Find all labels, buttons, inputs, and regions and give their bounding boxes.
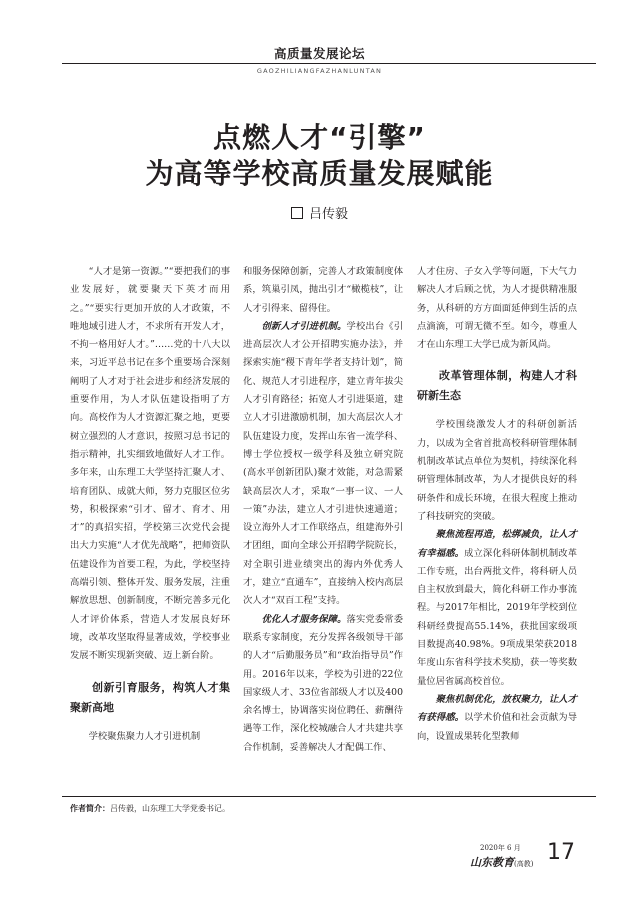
paragraph: 和服务保障创新，完善人才政策制度体系，筑巢引凤，抛出引才“橄榄枝”，让人才引得来、留得住。 bbox=[243, 266, 403, 314]
article-title-line2: 为高等学校高质量发展赋能 bbox=[145, 157, 494, 190]
text-column-3 bbox=[417, 263, 577, 746]
publication-edition: (高教) bbox=[514, 860, 534, 868]
paragraph-body: 学校出台《引进高层次人才公开招聘实施办法》，并探索实施“稷下青年学者支持计划”，简化、规范人才引进程序，建立青年拔尖人才引育路径；拓宽人才引进渠道，建立人才引进激励机制，加大高层次人才队伍建设力度，发挥山东省一流学科、博士学位授权一级学科及独立研究院(高水平创新团队)聚才效能，对急需紧缺高层次人才，采取“一事一议、一人一策”办法，建立人才引进快速通道；设立海外人才工作联络点，组建海外引才团组，面向全球公开招聘学院院长，对全职引进业绩突出的海内外优秀人才，建立“直通车”，直接纳入校内高层次人才“双百工程”支持。 bbox=[243, 320, 403, 607]
paragraph-lead: 优化人才服务保障。 bbox=[261, 613, 347, 625]
paragraph-body: 落实党委常委联系专家制度，充分发挥各级领导干部的人才“后勤服务员”和“政治指导员”作用。2016年以来，学校为引进的22位国家级人才、33位省部级人才以及400余名博士，协调落实岗位聘任、薪酬待遇等工作，深化校城融合人才共建共享合作机制，妥善解决人才配偶工作、 bbox=[243, 613, 403, 753]
publication-title: 山东教育 bbox=[470, 856, 514, 869]
author-byline bbox=[0, 203, 639, 222]
section-heading: 创新引育服务，构筑人才集聚新高地 bbox=[70, 680, 230, 714]
header-divider bbox=[62, 63, 596, 64]
paragraph-lead: 聚焦流程再造，松绑减负，让人才有幸福感。 bbox=[417, 529, 577, 559]
footnote-text: 吕传毅，山东理工大学党委书记。 bbox=[110, 804, 230, 813]
paragraph bbox=[243, 611, 403, 757]
page-number: 17 bbox=[547, 840, 575, 865]
paragraph-body: 成立深化科研体制机制改革工作专班，出台两批文件，将科研人员自主权放到最大，简化科研工作办事流程。与2017年相比，2019年学校到位科研经费提高55.14%，获批国家级项目数提高40.98%。9项成果荣获2018年度山东省科学技术奖励，获一等奖数量位居省属高校首位。 bbox=[417, 547, 577, 687]
text-column-2 bbox=[243, 263, 403, 757]
footnote-divider bbox=[62, 796, 596, 797]
section-heading: 改革管理体制，构建人才科研新生态 bbox=[417, 369, 577, 403]
paragraph bbox=[417, 526, 577, 691]
paragraph: “人才是第一资源。”“要把我们的事业发展好，就要聚天下英才而用之。”“要实行更加开放的人才政策，不唯地域引进人才，不求所有开发人才，不拘一格用好人才。”……党的十八大以来，习近平总书记在多个重要场合深刻阐明了人才对于社会进步和经济发展的重要作用，为人才队伍建设指明了方向。高校作为人才资源汇聚之地，更要树立强烈的人才意识，按照习总书记的指示精神，扎实细致地做好人才工作。多年来，山东理工大学坚持汇聚人才、培育团队、成就大师，努力克服区位劣势，积极探索“引才、留才、育才、用才”的真招实招，学校第三次党代会提出大力实施“人才优先战略”，把师资队伍建设作为首要工程，为此，学校坚持高端引领、整体开发、服务发展，注重解放思想、创新制度，不断完善多元化人才评价体系，营造人才发展良好环境，改革攻坚取得显著成效，学校事业发展不断实现新突破、迈上新台阶。 bbox=[70, 266, 230, 662]
publication-name bbox=[470, 854, 533, 870]
paragraph bbox=[417, 691, 577, 746]
column-name: 高质量发展论坛 bbox=[273, 46, 365, 61]
paragraph: 学校围绕激发人才的科研创新活力，以成为全省首批高校科研管理体制机制改革试点单位为契机，持续深化科研管理体制改革，为人才提供良好的科研条件和成长环境，在很大程度上推动了科技研究的突破。 bbox=[417, 419, 577, 522]
text-column-1 bbox=[70, 263, 230, 746]
paragraph-lead: 创新人才引进机制。 bbox=[261, 320, 347, 332]
paragraph-body: 以学术价值和社会贡献为导向，设置成果转化型教师 bbox=[417, 712, 577, 742]
author-box-icon bbox=[291, 207, 303, 219]
article-title-line1: 点燃人才“引擎” bbox=[213, 121, 426, 154]
paragraph bbox=[243, 318, 403, 611]
issue-date: 2020年 6 月 bbox=[480, 844, 521, 852]
author-footnote bbox=[70, 803, 230, 814]
paragraph: 学校聚焦聚力人才引进机制 bbox=[88, 730, 201, 742]
column-pinyin: GAOZHILIANGFAZHANLUNTAN bbox=[256, 67, 383, 75]
author-name: 吕传毅 bbox=[308, 207, 348, 222]
paragraph-lead: 聚焦机制优化，放权聚力，让人才有获得感。 bbox=[417, 693, 577, 724]
footnote-label: 作者简介： bbox=[70, 804, 110, 813]
paragraph: 人才住房、子女入学等问题，下大气力解决人才后顾之忧，为人才提供精准服务，从科研的方方面面延伸到生活的点点滴滴，可谓无微不至。如今，尊重人才在山东理工大学已成为新风尚。 bbox=[417, 266, 577, 351]
